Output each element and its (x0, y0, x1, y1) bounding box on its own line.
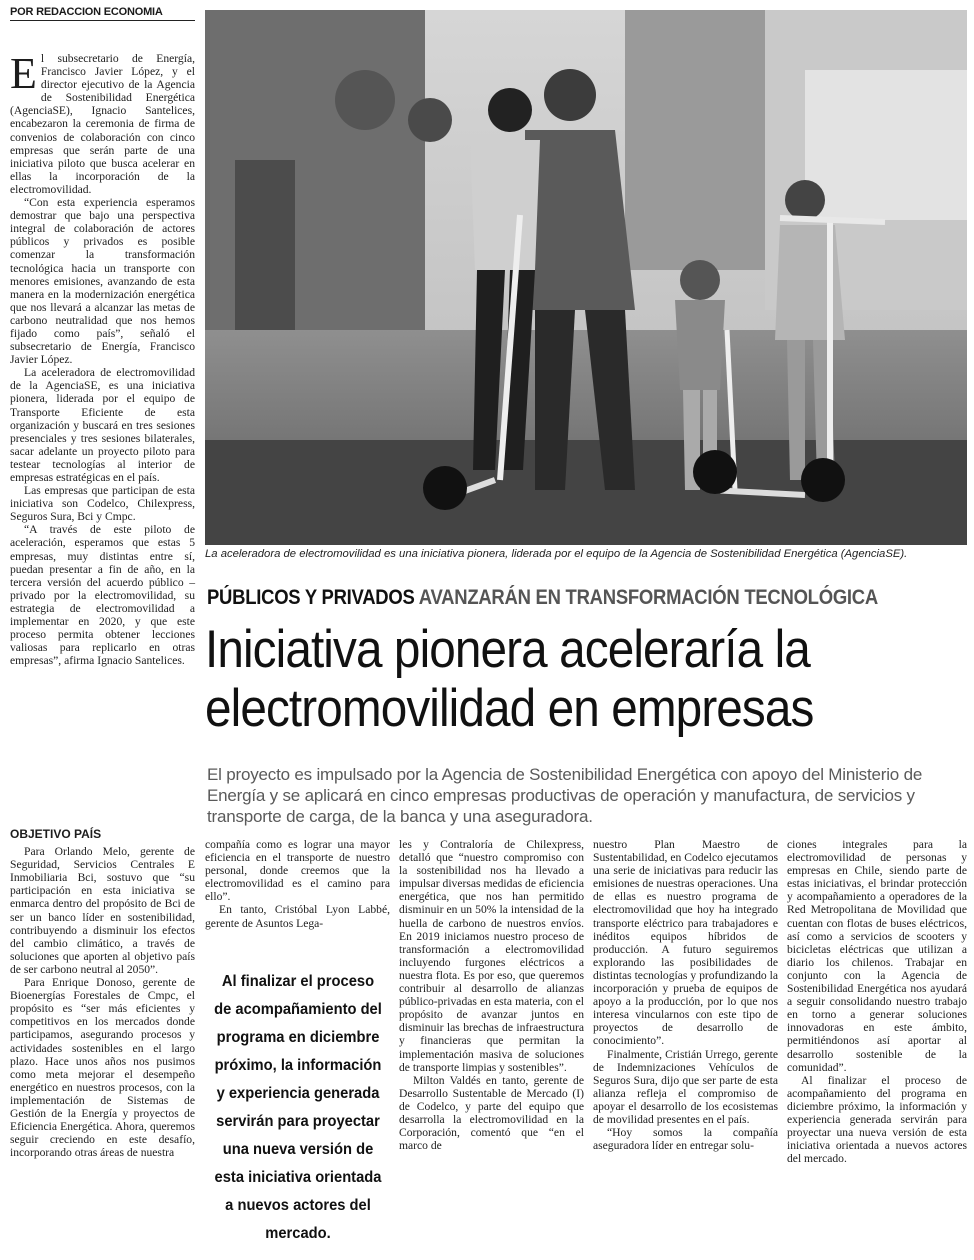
paragraph: Milton Valdés en tanto, gerente de Desarrollo Sustentable de Mercado (I) de Codelco, y parte del equipo que desarrolla la electromovilidad en la Corporación, comentó que “en el marco de (399, 1073, 584, 1153)
photo-illustration (205, 10, 967, 545)
paragraph: Para Enrique Donoso, gerente de Bioenergías Forestales de Cmpc, el propósito es “ser más eficientes y competitivos en los mercados donde participamos, asegurando procesos y actividades sostenibles en el largo plazo. Hace unos años nos pusimos como meta mejorar el desempeño energético en nuestros procesos, con la implementación de Sistemas de Gestión de la Energía y proyectos de Eficiencia Energética. Ahora, queremos seguir creciendo en este desafío, incorporando otras áreas de nuestra (10, 976, 195, 1160)
pull-quote: Al finalizar el proceso de acompañamiento del programa en diciembre próximo, la información y experiencia generada servirán para proyectar una nueva versión de esta iniciativa orientada a nuevos actores del mercado. (214, 973, 382, 1242)
paragraph: les y Contraloría de Chilexpress, detalló que “nuestro compromiso con la sostenibilidad nos ha llevado a impulsar diversas medidas de eficiencia energética, que nos han permitido disminuir en un 50% la intensidad de la huella de carbono de nuestros envíos. En 2019 iniciamos nuestro proceso de transformación a electromovilidad incluyendo furgones eléctricos a nuestra flota. Es por eso, que queremos contribuir al desarrollo de alianzas público-privadas en esta materia, con el propósito de avanzar juntos en disminuir las brechas de infraestructura y financieras que permitan la implementación masiva de soluciones de transporte limpias y sostenibles”. (399, 838, 584, 1074)
deck: El proyecto es impulsado por la Agencia de Sostenibilidad Energética con apoyo del Ministerio de Energía y se aplicará en cinco empresas productivas de operación y manufactura, de servicios y transporte de carga, de la banca y una aseguradora. (207, 765, 923, 826)
subheading: OBJETIVO PAÍS (10, 827, 102, 841)
column-2 (205, 838, 390, 930)
paragraph: En tanto, Cristóbal Lyon Labbé, gerente de Asuntos Lega- (205, 903, 390, 930)
column-1 (10, 49, 195, 668)
column-5 (787, 838, 967, 1165)
kicker-part-2: AVANZARÁN EN TRANSFORMACIÓN TECNOLÓGICA (418, 586, 878, 609)
byline: POR REDACCION ECONOMIA (10, 6, 195, 21)
drop-cap: E (10, 49, 37, 98)
paragraph: nuestro Plan Maestro de Sustentabilidad, en Codelco ejecutamos una serie de iniciativas para reducir las emisiones de nuestras operaciones. Una de ellas es nuestro programa de electromovilidad que hoy ha integrado transporte eléctrico para trabajadores e inéditos equipos híbridos de producción. A futuro seguiremos explorando las posibilidades de distintas tecnologías y profundizando la incorporación y prueba de equipos de apoyo a la producción, por lo que nos interesa vincularnos con este tipo de proyectos de desarrollo de conocimiento”. (593, 838, 778, 1048)
headline-line-1: Iniciativa pionera aceleraría la (205, 620, 810, 679)
kicker (207, 586, 878, 610)
photo-electric-scooters (205, 10, 967, 545)
column-3 (399, 838, 584, 1152)
kicker-part-1: PÚBLICOS Y PRIVADOS (207, 586, 415, 609)
paragraph: Al finalizar el proceso de acompañamiento del programa en diciembre próximo, la información y experiencia generada servirán para proyectar una nueva versión de esta iniciativa orientada a nuevos actores del mercado. (787, 1073, 967, 1166)
paragraph: La aceleradora de electromovilidad de la AgenciaSE, es una iniciativa pionera, liderada por el equipo de Transporte Eficiente de esta organización y buscará en tres sesiones presenciales y tres sesiones bilaterales, sacar adelante un proyecto piloto para testear tecnologías al interior de empresas estratégicas en el país. (10, 366, 195, 484)
paragraph-text: l subsecretario de Energía, Francisco Javier López, y el director ejecutivo de la Agencia de Sostenibilidad Energética (AgenciaSE), Ignacio Santelices, encabezaron la ceremonia de firma de convenios de colaboración con cinco empresas que serán parte de una iniciativa piloto que busca acelerar en ellas la incorporación de la electromovilidad. (10, 52, 195, 196)
paragraph: compañía como es lograr una mayor eficiencia en el transporte de nuestro personal, donde creemos que la electromovilidad es el camino para ello”. (205, 838, 390, 904)
paragraph: Las empresas que participan de esta iniciativa son Codelco, Chilexpress, Seguros Sura, Bci y Cmpc. (10, 484, 195, 524)
paragraph: “Con esta experiencia esperamos demostrar que bajo una perspectiva integral de colaboración de actores públicos y privados es posible comenzar la transformación tecnológica hacia un transporte con menores emisiones, avanzando de esta manera en la modernización energética que nos llevará a alcanzar las metas de carbono neutralidad que nos hemos fijado como país”, señaló el subsecretario de Energía, Francisco Javier López. (10, 196, 195, 367)
paragraph: “Hoy somos la compañía aseguradora líder en entregar solu- (593, 1126, 778, 1153)
paragraph: Para Orlando Melo, gerente de Seguridad, Servicios Centrales E Inmobiliaria Bci, sostuvo que “su participación en esta iniciativa se enmarca dentro del propósito de Bci de ser un banco líder en sostenibilidad, contribuyendo a disminuir los efectos del cambio climático, a través de soluciones que aporten al objetivo país de ser carbono neutral al 2050”. (10, 845, 195, 976)
paragraph: Finalmente, Cristián Urrego, gerente de Indemnizaciones Vehículos de Seguros Sura, dijo que ser parte de esta alianza refleja el compromiso de apoyar el desarrollo de los ecosistemas de movilidad presentes en el país. (593, 1047, 778, 1126)
column-4 (593, 838, 778, 1152)
column-1-lower (10, 828, 195, 1159)
photo-caption: La aceleradora de electromovilidad es una iniciativa pionera, liderada por el equipo de la Agencia de Sostenibilidad Energética (AgenciaSE). (205, 548, 908, 560)
paragraph: ciones integrales para la electromovilidad de personas y empresas en Chile, siendo parte de estas iniciativas, el brindar protección y acompañamiento a operadores de la Red Metropolitana de Movilidad que cuentan con flotas de buses eléctricos, así como a servicios de scooters y bicicletas eléctricas que utilizan a diario los chilenos. Trabajar en conjunto con la Agencia de Sostenibilidad Energética nos ayudará a seguir consolidando nuestro trabajo en torno a generar soluciones innovadoras en este ámbito, permitiéndonos así aportar al desarrollo sostenible de la comunidad”. (787, 838, 967, 1074)
headline (205, 620, 891, 738)
headline-line-2: electromovilidad en empresas (205, 679, 814, 738)
paragraph: “A través de este piloto de aceleración, esperamos que estas 5 empresas, muy distintas entre sí, puedan presentar a fin de año, en la tercera versión del acuerdo público – privado por la electromovilidad, su estrategia de electromovilidad a implementar en 2020, y que este proceso permita obtener lecciones valiosas para replicarlo en otras empresas”, afirma Ignacio Santelices. (10, 523, 195, 668)
lead-paragraph (10, 49, 195, 196)
